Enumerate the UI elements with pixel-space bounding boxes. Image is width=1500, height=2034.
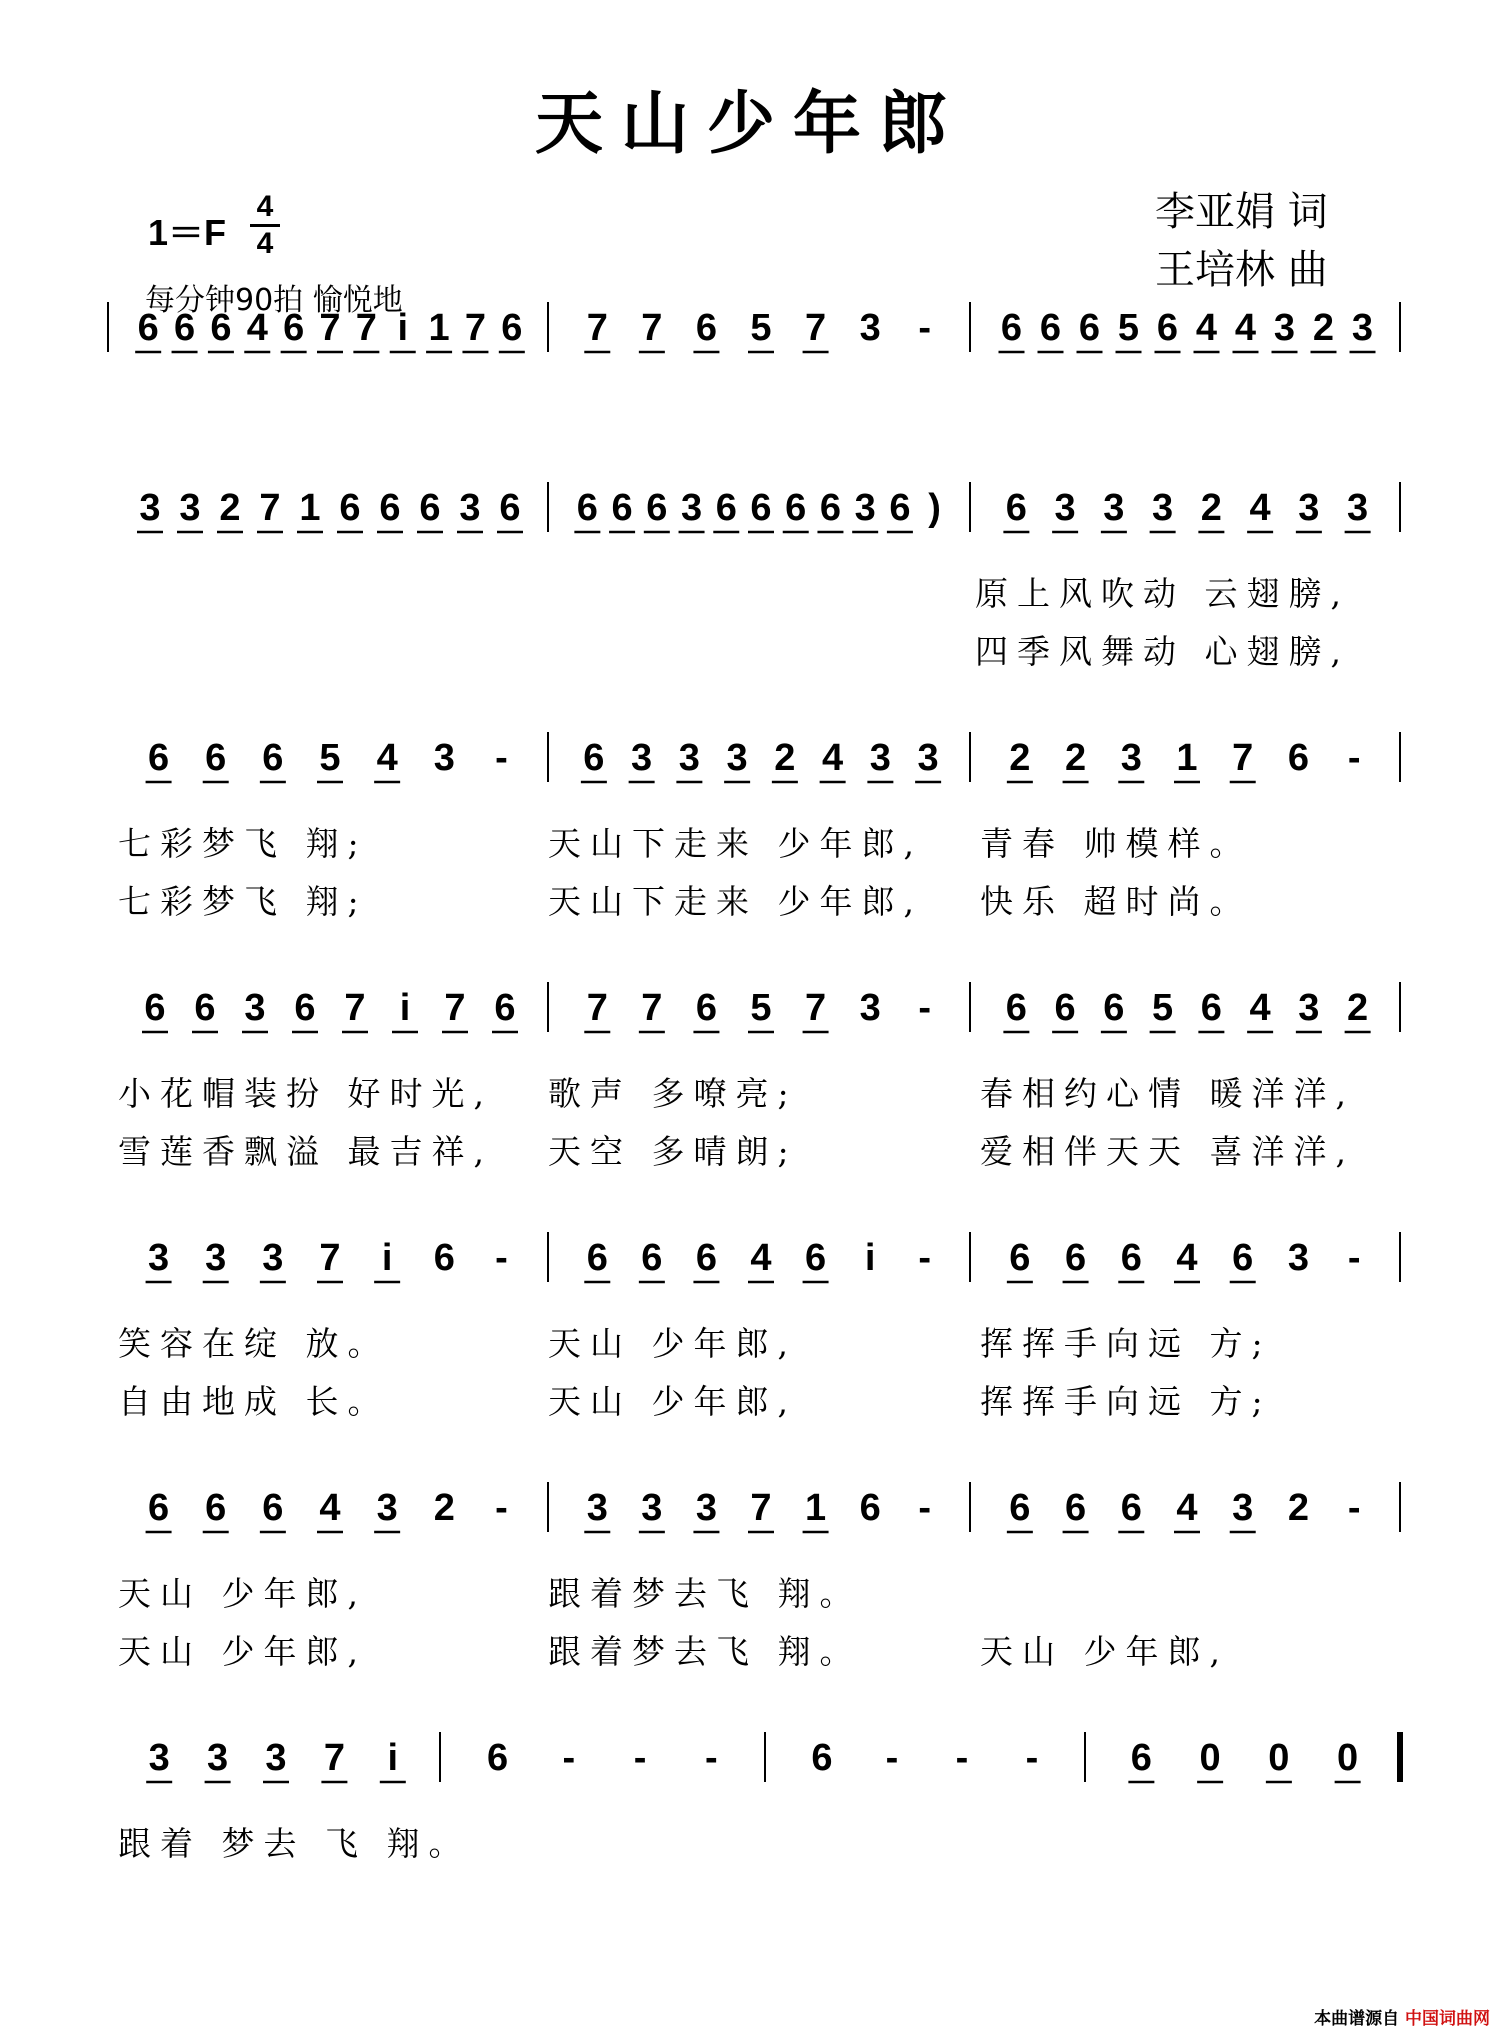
lyricist-credit: 李亚娟 词 — [1155, 189, 1328, 235]
note: 7 — [319, 307, 341, 349]
note: 7 — [641, 987, 663, 1029]
note: 2 — [1009, 737, 1031, 779]
note: 7 — [1232, 737, 1254, 779]
sustain-dash: - — [918, 1487, 932, 1529]
sustain-dash: - — [1347, 737, 1361, 779]
lyric-line: 天空 多晴朗; — [548, 1132, 798, 1171]
sustain-dash: - — [918, 987, 932, 1029]
note: 5 — [750, 307, 772, 349]
lyric-line: 天山 少年郎, — [548, 1382, 797, 1421]
note: 7 — [444, 987, 466, 1029]
note: 3 — [1120, 737, 1142, 779]
lyric-line: 挥挥手向远 方; — [980, 1382, 1272, 1421]
note: 5 — [750, 987, 772, 1029]
note: ) — [928, 487, 941, 529]
note: 6 — [819, 487, 842, 529]
time-signature-top: 4 — [256, 190, 274, 223]
note: 3 — [376, 1487, 398, 1529]
note: 4 — [376, 737, 398, 779]
sustain-dash: - — [705, 1737, 718, 1779]
note: 2 — [774, 737, 796, 779]
sustain-dash: - — [885, 1737, 899, 1779]
note: 6 — [283, 307, 305, 349]
note: 6 — [859, 1487, 881, 1529]
lyric-line: 天山 少年郎, — [548, 1324, 797, 1363]
sustain-dash: - — [955, 1737, 969, 1779]
note: 7 — [805, 307, 827, 349]
note: 6 — [1005, 987, 1027, 1029]
note: 4 — [750, 1237, 772, 1279]
note: 2 — [433, 1487, 455, 1529]
lyric-line: 自由地成 长。 — [118, 1382, 390, 1421]
note: i — [399, 987, 411, 1029]
note: 3 — [859, 307, 881, 349]
note: 3 — [854, 487, 876, 529]
lyric-line: 天山下走来 少年郎, — [548, 882, 923, 921]
note: 6 — [419, 487, 441, 529]
lyric-line: 快乐 超时尚。 — [980, 882, 1252, 921]
lyric-line: 天山 少年郎, — [118, 1632, 367, 1671]
time-signature-bottom: 4 — [250, 224, 280, 261]
note: 6 — [494, 987, 516, 1029]
lyric-line: 七彩梦飞 翔; — [118, 824, 368, 863]
note: 3 — [859, 987, 881, 1029]
note: i — [381, 1237, 393, 1279]
note: 7 — [750, 1487, 772, 1529]
sustain-dash: - — [918, 1237, 932, 1279]
tempo-marking: 每分钟90拍 愉悦地 — [145, 283, 403, 318]
note: 6 — [1156, 307, 1179, 349]
note: 6 — [1078, 307, 1101, 349]
note: 6 — [1005, 487, 1027, 529]
notation-staff — [0, 307, 1500, 450]
note: 4 — [822, 737, 844, 779]
note: 3 — [680, 487, 703, 529]
note: 6 — [173, 307, 196, 349]
source-label: 本曲谱源自 — [1314, 2009, 1400, 2029]
note: i — [387, 1737, 399, 1779]
note: 6 — [750, 487, 772, 529]
note: 7 — [586, 307, 608, 349]
note: 6 — [1065, 1237, 1087, 1279]
lyric-line: 天山 少年郎, — [118, 1574, 367, 1613]
note: 6 — [576, 487, 598, 529]
lyric-line: 小花帽装扮 好时光, — [118, 1074, 493, 1113]
note: 2 — [1065, 737, 1087, 779]
note: 2 — [1200, 487, 1222, 529]
note: 3 — [1103, 487, 1125, 529]
note: 6 — [1130, 1737, 1152, 1779]
note: 3 — [631, 737, 653, 779]
note: 3 — [869, 737, 891, 779]
note: 6 — [339, 487, 361, 529]
note: 7 — [319, 1237, 341, 1279]
note: 1 — [1176, 737, 1198, 779]
lyric-line: 跟着梦去飞 翔。 — [548, 1632, 862, 1671]
note: i — [864, 1237, 876, 1279]
note: 4 — [1176, 1487, 1198, 1529]
note: 6 — [487, 1737, 509, 1779]
note: 3 — [148, 1237, 170, 1279]
note: 6 — [1009, 1237, 1031, 1279]
note: 6 — [1200, 987, 1222, 1029]
note: 0 — [1199, 1737, 1221, 1779]
note: 3 — [1152, 487, 1174, 529]
note: 1 — [805, 1487, 827, 1529]
note: 0 — [1337, 1737, 1359, 1779]
lyric-line: 天山下走来 少年郎, — [548, 824, 923, 863]
note: 6 — [1120, 1237, 1142, 1279]
note: 7 — [586, 987, 608, 1029]
note: 6 — [695, 1237, 717, 1279]
note: 7 — [355, 307, 377, 349]
note: 0 — [1268, 1737, 1290, 1779]
lyric-line: 雪莲香飘溢 最吉祥, — [118, 1132, 493, 1171]
note: 7 — [344, 987, 366, 1029]
note: 6 — [715, 487, 737, 529]
note: 5 — [1152, 987, 1174, 1029]
lyric-line: 四季风舞动 心翅膀, — [975, 632, 1350, 671]
lyric-line: 原上风吹动 云翅膀, — [975, 574, 1350, 613]
score-title: 天山少年郎 — [534, 84, 965, 164]
note: 6 — [1103, 987, 1125, 1029]
note: 6 — [433, 1237, 455, 1279]
note: 6 — [1039, 307, 1062, 349]
note: 6 — [695, 987, 717, 1029]
note: 6 — [1054, 987, 1076, 1029]
note: 3 — [1347, 487, 1369, 529]
note: 6 — [205, 1487, 227, 1529]
note: 6 — [148, 1487, 170, 1529]
note: 4 — [1195, 307, 1218, 349]
note: 4 — [1234, 307, 1257, 349]
note: 6 — [641, 1237, 663, 1279]
note: 6 — [1232, 1237, 1254, 1279]
note: 6 — [586, 1237, 608, 1279]
note: 4 — [1249, 987, 1271, 1029]
note: 3 — [207, 1737, 229, 1779]
note: 4 — [246, 307, 268, 349]
note: 3 — [262, 1237, 284, 1279]
lyric-line: 爱相伴天天 喜洋洋, — [980, 1132, 1355, 1171]
composer-credit: 王培林 曲 — [1155, 247, 1328, 293]
note: 7 — [464, 307, 487, 349]
sustain-dash: - — [633, 1737, 647, 1779]
note: 3 — [678, 737, 700, 779]
note: 6 — [205, 737, 227, 779]
sustain-dash: - — [1025, 1737, 1039, 1779]
note: 3 — [265, 1737, 287, 1779]
note: 6 — [194, 987, 216, 1029]
note: 6 — [811, 1737, 833, 1779]
note: 3 — [641, 1487, 663, 1529]
time-signature — [250, 190, 280, 261]
note: 6 — [144, 987, 166, 1029]
note: 7 — [641, 307, 663, 349]
sustain-dash: - — [562, 1737, 576, 1779]
lyric-line: 春相约心情 暖洋洋, — [980, 1074, 1355, 1113]
lyric-line: 跟着梦去飞 翔。 — [548, 1574, 862, 1613]
note: 3 — [695, 1487, 717, 1529]
note: 6 — [210, 307, 232, 349]
note: 3 — [1273, 307, 1296, 349]
note: 6 — [148, 737, 170, 779]
note: 6 — [501, 307, 523, 349]
note: 6 — [294, 987, 316, 1029]
sustain-dash: - — [495, 1237, 508, 1279]
sustain-dash: - — [1347, 1487, 1361, 1529]
note: 6 — [889, 487, 911, 529]
note: 6 — [1000, 307, 1023, 349]
sustain-dash: - — [495, 1487, 508, 1529]
note: 6 — [137, 307, 159, 349]
lyric-line: 跟着 梦去 飞 翔。 — [118, 1824, 471, 1863]
note: 1 — [299, 487, 321, 529]
note: 5 — [319, 737, 341, 779]
note: 6 — [695, 307, 717, 349]
lyric-line: 天山 少年郎, — [980, 1632, 1229, 1671]
sustain-dash: - — [1347, 1237, 1361, 1279]
note: 5 — [1117, 307, 1140, 349]
note: 3 — [1298, 487, 1320, 529]
note: 2 — [1347, 987, 1369, 1029]
note: 6 — [1065, 1487, 1087, 1529]
source-site-link[interactable]: 中国词曲网 — [1405, 2009, 1490, 2029]
note: 3 — [726, 737, 748, 779]
note: 2 — [1287, 1487, 1309, 1529]
note: 3 — [1287, 1237, 1309, 1279]
sustain-dash: - — [495, 737, 508, 779]
note: 7 — [323, 1737, 345, 1779]
note: 7 — [805, 987, 827, 1029]
note: 6 — [583, 737, 605, 779]
note: 4 — [1176, 1237, 1198, 1279]
key-signature: 1＝F — [148, 212, 227, 253]
note: 3 — [1298, 987, 1320, 1029]
note: 3 — [1351, 307, 1374, 349]
note: 4 — [319, 1487, 341, 1529]
note: 3 — [433, 737, 455, 779]
note: 3 — [179, 487, 201, 529]
note: 6 — [646, 487, 668, 529]
note: 6 — [379, 487, 401, 529]
lyric-line: 笑容在绽 放。 — [118, 1324, 390, 1363]
note: 3 — [244, 987, 266, 1029]
lyric-line: 七彩梦飞 翔; — [118, 882, 368, 921]
note: 2 — [219, 487, 241, 529]
note: 6 — [1120, 1487, 1142, 1529]
note: 6 — [1009, 1487, 1031, 1529]
note: 3 — [1232, 1487, 1254, 1529]
sustain-dash: - — [918, 307, 932, 349]
note: 6 — [1287, 737, 1309, 779]
note: 3 — [148, 1737, 170, 1779]
note: 6 — [805, 1237, 827, 1279]
lyric-line: 挥挥手向远 方; — [980, 1324, 1272, 1363]
note: 4 — [1249, 487, 1271, 529]
note: 1 — [428, 307, 450, 349]
lyric-line: 青春 帅模样。 — [980, 824, 1252, 863]
note: 6 — [611, 487, 633, 529]
note: 7 — [259, 487, 281, 529]
lyric-line: 歌声 多嘹亮; — [548, 1074, 798, 1113]
note: 6 — [499, 487, 521, 529]
note: i — [397, 307, 409, 349]
note: 3 — [459, 487, 481, 529]
note: 6 — [262, 737, 284, 779]
note: 6 — [785, 487, 807, 529]
note: 3 — [139, 487, 161, 529]
note: 3 — [586, 1487, 608, 1529]
note: 6 — [262, 1487, 284, 1529]
note: 2 — [1312, 307, 1335, 349]
note: 3 — [205, 1237, 227, 1279]
source-footer — [1314, 2004, 1490, 2029]
note: 3 — [1054, 487, 1076, 529]
note: 3 — [917, 737, 939, 779]
